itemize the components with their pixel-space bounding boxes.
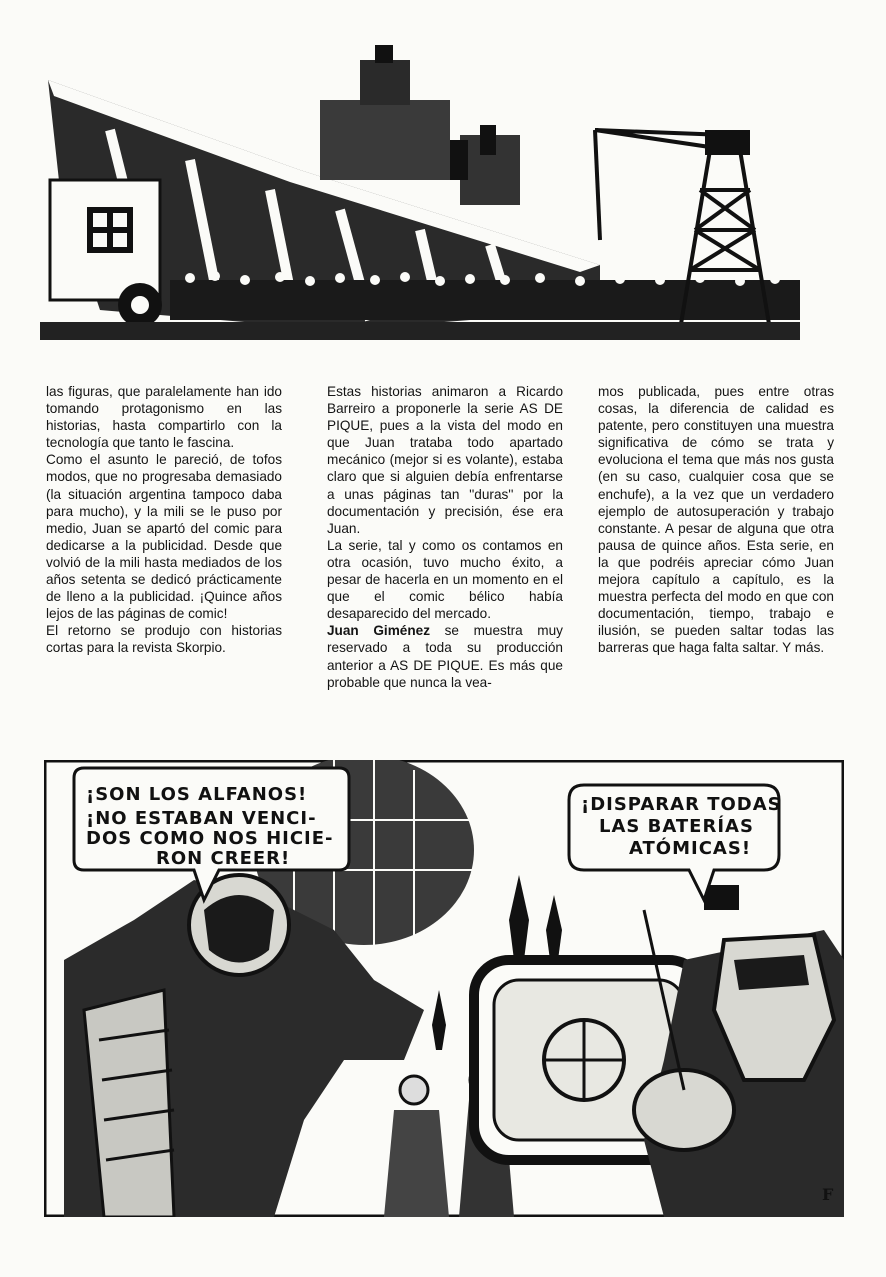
bubble-right-line1: ¡DISPARAR TODAS	[581, 794, 782, 815]
artist-signature: F	[822, 1185, 834, 1204]
bubble-left-line2: ¡NO ESTABAN VENCI-	[86, 808, 317, 829]
col2-paragraph-2: La serie, tal y como os contamos en otra ocasión, tuvo mucho éxito, a pesar de hacerla en un momento en el que el comic bélico había desaparecido del mercado.	[327, 537, 563, 622]
col1-paragraph-1: las figuras, que paralelamente han ido tomando protagonismo en las historias, hasta compartirlo con la tecnología que tanto le fascina.	[46, 384, 282, 451]
bubble-left-line4: RON CREER!	[156, 848, 291, 869]
col1-paragraph-3: El retorno se produjo con historias cortas para la revista Skorpio.	[46, 623, 282, 656]
author-name: Juan Giménez	[327, 623, 430, 639]
article-column-1	[46, 383, 282, 657]
bubble-right-line2: LAS BATERÍAS	[599, 816, 754, 837]
col3-paragraph-1: mos publicada, pues entre otras cosas, la diferencia de calidad es patente, pero constituyen una muestra significativa de cómo se trata y evoluciona el tema que más nos gusta (en su caso, cualquier cosa que se enchufe), a la vez que un verdadero ejemplo de autosuperación y trabajo constante. A pesar de alguna que otra pausa de quince años. Esta serie, en la que podréis apreciar cómo Juan mejora capítulo a capítulo, es la muestra perfecta del modo en que con documentación, tiempo, trabajo e ilusión, se pueden saltar todas las barreras que haga falta saltar. Y más.	[598, 384, 834, 656]
col1-paragraph-2: Como el asunto le pareció, de tofos modos, que no progresaba demasiado (la situación argentina tampoco daba para mucho), y la mili se le puso por medio, Juan se apartó del comic para dedicarse a la publicidad. Desde que volvió de la mili hasta mediados de los años setenta se dedicó prácticamente de lleno a la publicidad. ¡Quince años lejos de las páginas de comic!	[46, 452, 282, 622]
bubble-left-line1: ¡SON LOS ALFANOS!	[86, 784, 308, 805]
bubble-right-line3: ATÓMICAS!	[629, 838, 752, 859]
article-column-3	[598, 383, 834, 657]
col2-paragraph-1: Estas historias animaron a Ricardo Barreiro a proponerle la serie AS DE PIQUE, pues a la vista del modo en que Juan trataba todo apartado mecánico (mejor si es volante), estaba claro que si alguien debía enfrentarse a unas páginas tan ''duras'' por la documentación y precisión, ése era Juan.	[327, 384, 563, 536]
comic-panel	[44, 760, 844, 1217]
bubble-left-line3: DOS COMO NOS HICIE-	[86, 828, 334, 849]
comic-panel-drawing	[44, 760, 844, 1217]
col2-paragraph-3	[327, 622, 563, 690]
ship-dock-drawing	[40, 40, 800, 340]
article-column-2	[327, 383, 563, 691]
top-illustration	[40, 40, 800, 340]
col2-paragraph-3-text: se muestra muy reservado a toda su producción anterior a AS DE PIQUE. Es más que probable que nunca la vea-	[327, 623, 563, 690]
article-text	[46, 383, 836, 723]
